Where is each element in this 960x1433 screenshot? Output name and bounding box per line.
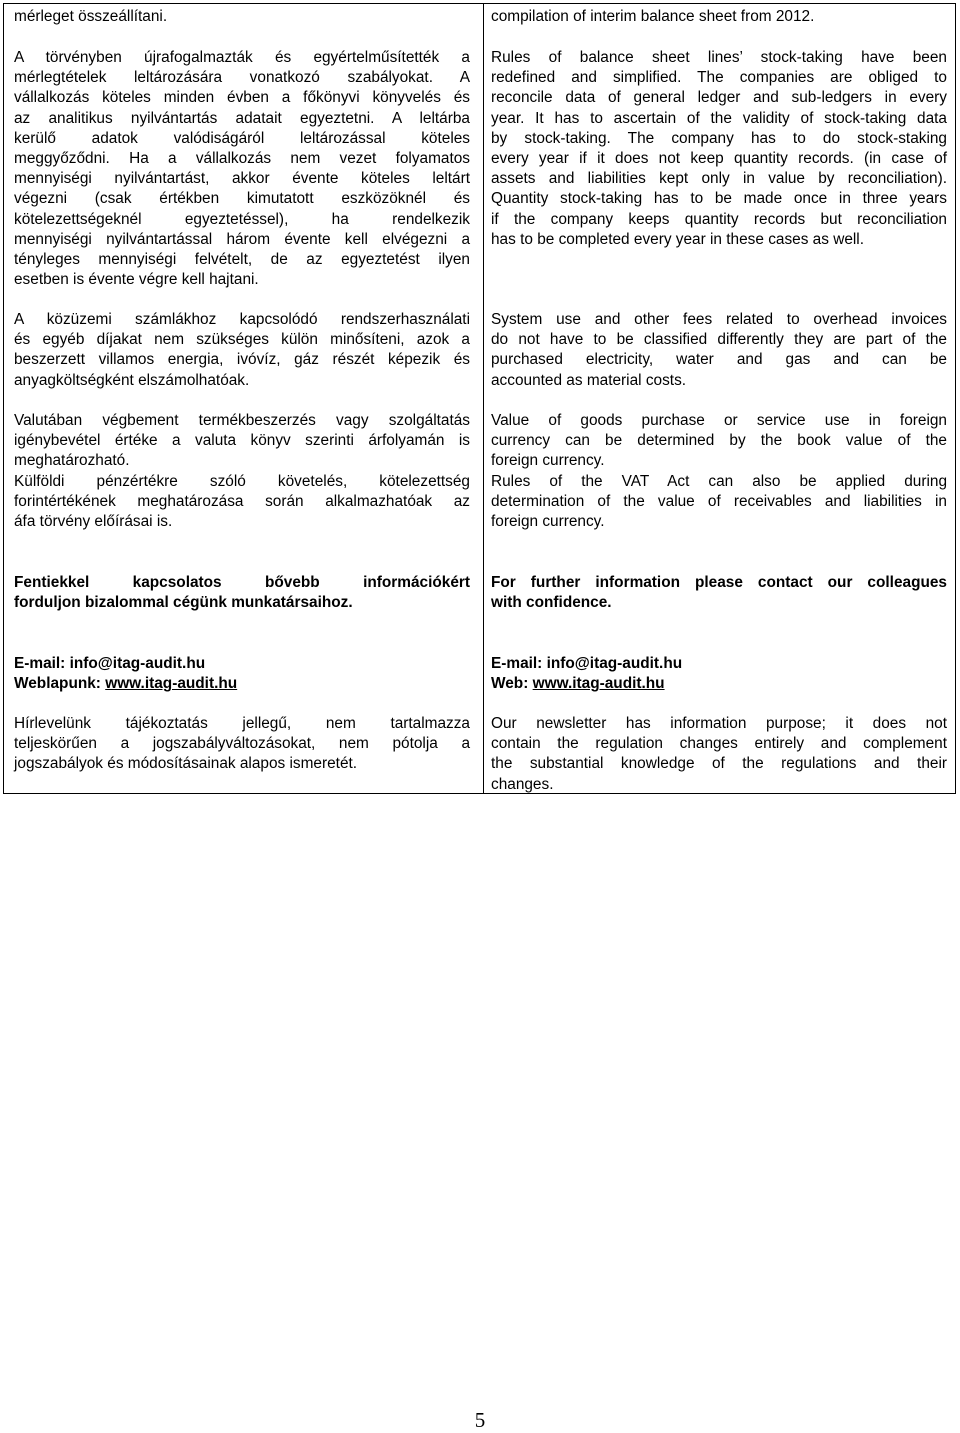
text-line: áfa törvény előírásai is. — [14, 513, 173, 531]
text-line: az analitikus nyilvántartás adatait egyeztetni. A leltárba — [14, 109, 470, 127]
text-line: igénybevétel értéke a valuta könyv szerinti árfolyamán is — [14, 432, 470, 450]
en-contact-details — [491, 654, 947, 694]
en-contact-note — [491, 573, 947, 613]
text-line: the substantial knowledge of the regulations and their — [491, 755, 947, 773]
text-line: determination of the value of receivables and liabilities in — [491, 492, 947, 510]
newsletter-table — [3, 3, 956, 794]
text-line: forintértékének meghatározása során alkalmazhatóak az — [14, 492, 470, 510]
text-line: assets and liabilities kept only in value by reconciliation). — [491, 170, 947, 188]
text-line: mennyiségi nyilvántartást, akkor évente köteles leltárt — [14, 170, 470, 188]
text-line: Value of goods purchase or service use in foreign — [491, 412, 947, 429]
hu-email: E-mail: info@itag-audit.hu — [14, 655, 206, 672]
text-line: Rules of the VAT Act can also be applied during — [491, 472, 947, 490]
text-line: Külföldi pénzértékre szóló követelés, kötelezettség — [14, 472, 470, 490]
text-line: jogszabályok és módosításainak alapos ismeretét. — [14, 755, 358, 773]
text-line: if the company keeps quantity records but reconciliation — [491, 210, 947, 228]
hu-contact-note — [14, 573, 470, 613]
en-email: E-mail: info@itag-audit.hu — [491, 655, 683, 672]
text-line: esetben is évente végre kell hajtani. — [14, 271, 259, 289]
text-line: foreign currency. — [491, 513, 605, 531]
en-paragraph-0 — [491, 7, 947, 27]
text-line: kötelezettségeknél egyeztetéssel), ha rendelkezik — [14, 210, 470, 228]
en-website — [491, 674, 947, 694]
text-line: A közüzemi számlákhoz kapcsolódó rendszerhasználati — [14, 311, 470, 328]
text-line: kerülő adatok valódiságáról leltározással köteles — [14, 129, 470, 147]
text-line: changes. — [491, 775, 554, 793]
hu-website — [14, 674, 470, 694]
hu-paragraph-0 — [14, 7, 470, 27]
text-line: teljeskörűen a jogszabályváltozásokat, nem pótolja a — [14, 735, 470, 753]
text-line: System use and other fees related to overhead invoices — [491, 311, 947, 328]
text-line: Valutában végbement termékbeszerzés vagy szolgáltatás — [14, 412, 470, 429]
text-line: Rules of balance sheet lines’ stock-taking have been — [491, 49, 947, 66]
text-line: és egyéb díjakat nem szükséges külön minősíteni, azok a — [14, 331, 470, 349]
text-line: forduljon bizalommal cégünk munkatársaihoz. — [14, 594, 353, 612]
text-line: anyagköltségként elszámolhatóak. — [14, 371, 250, 389]
en-web-link[interactable]: www.itag-audit.hu — [532, 675, 665, 693]
hu-web-link[interactable]: www.itag-audit.hu — [105, 675, 238, 693]
text-line: year. It has to ascertain of the validity of stock-taking data — [491, 109, 947, 127]
en-disclaimer — [491, 714, 947, 795]
text-line: Fentiekkel kapcsolatos bővebb információkért — [14, 574, 470, 591]
text-line: with confidence. — [491, 594, 612, 612]
text-line: foreign currency. — [491, 452, 605, 470]
text-line: do not have to be classified differently they are part of the — [491, 331, 947, 349]
hu-paragraph-fees — [14, 310, 470, 391]
text-line: A törvényben újrafogalmazták és egyértelműsítették a — [14, 49, 470, 66]
text-line: accounted as material costs. — [491, 371, 687, 389]
hu-paragraph-foreign-currency — [14, 411, 470, 532]
text-line: reconcile data of general ledger and sub-ledgers in every — [491, 89, 947, 107]
text-line: purchased electricity, water and gas and can be — [491, 351, 947, 369]
text-line: mérleget összeállítani. — [14, 8, 168, 25]
page-number: 5 — [474, 1408, 486, 1432]
text-line: Quantity stock-taking has to be made once in three years — [491, 190, 947, 208]
hu-paragraph-stocktaking — [14, 48, 470, 290]
text-line: tényleges mennyiségi felvételt, de az egyeztetést ilyen — [14, 251, 470, 269]
en-web-label: Web: — [491, 675, 533, 693]
text-line: mérlegtételek leltározására vonatkozó szabályokat. A — [14, 69, 470, 87]
text-line: beszerzett villamos energia, ivóvíz, gáz részét képezik és — [14, 351, 470, 369]
text-line: Hírlevelünk tájékoztatás jellegű, nem tartalmazza — [14, 715, 470, 732]
hu-disclaimer — [14, 714, 470, 775]
text-line: currency can be determined by the book value of the — [491, 432, 947, 450]
text-line: For further information please contact our colleagues — [491, 574, 947, 591]
text-line: contain the regulation changes entirely and complement — [491, 735, 947, 753]
text-line: has to be completed every year in these cases as well. — [491, 230, 864, 248]
text-line: vállalkozás köteles minden évben a főkönyvi könyvelés és — [14, 89, 470, 107]
text-line: compilation of interim balance sheet from 2012. — [491, 8, 815, 25]
en-paragraph-fees — [491, 310, 947, 391]
text-line: by stock-taking. The company has to do stock-staking — [491, 129, 947, 147]
hu-contact-details — [14, 654, 470, 694]
text-line: meggyőződni. Ha a vállalkozás nem vezet folyamatos — [14, 150, 470, 168]
text-line: redefined and simplified. The companies are obliged to — [491, 69, 947, 87]
text-line: végezni (csak értékben kimutatott eszközöknél és — [14, 190, 470, 208]
en-paragraph-stocktaking — [491, 48, 947, 250]
text-line: every year if it does not keep quantity records. (in case of — [491, 150, 947, 168]
hu-web-label: Weblapunk: — [14, 675, 106, 693]
column-divider — [483, 4, 484, 793]
en-paragraph-foreign-currency — [491, 411, 947, 532]
text-line: meghatározható. — [14, 452, 130, 470]
text-line: mennyiségi nyilvántartással három évente kell elvégezni a — [14, 230, 470, 248]
text-line: Our newsletter has information purpose; it does not — [491, 715, 947, 732]
